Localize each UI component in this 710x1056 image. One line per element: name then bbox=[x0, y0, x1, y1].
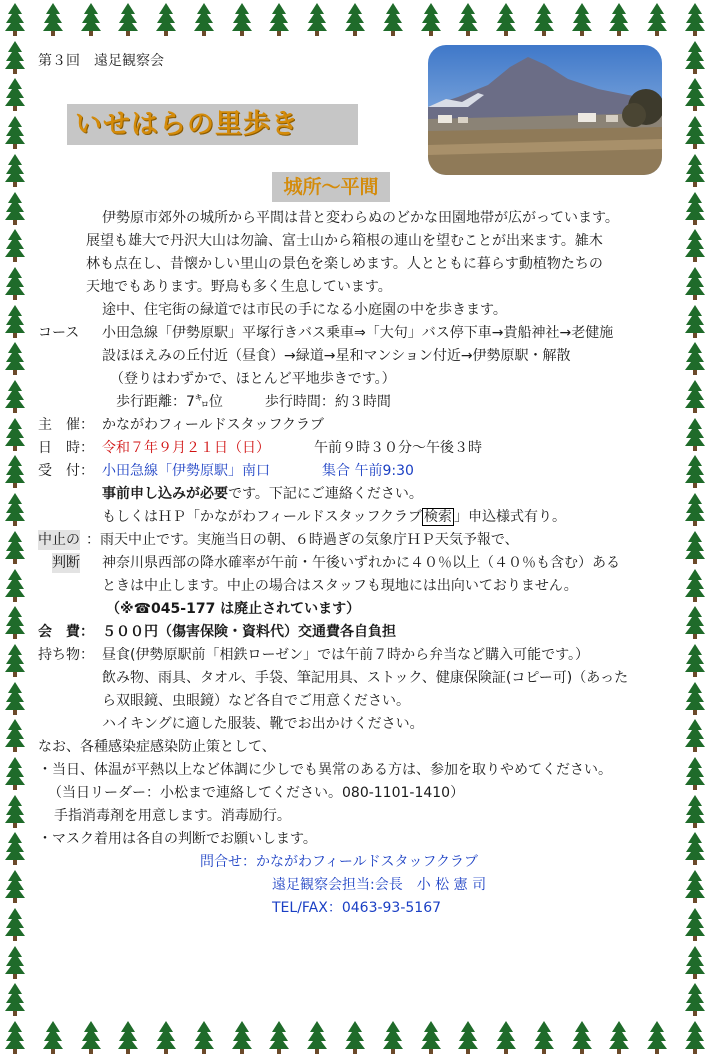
course-line-1: 小田急線「伊勢原駅」平塚行きバス乗車⇒「大句」バス停下車→貴船神社→老健施 bbox=[102, 325, 614, 341]
pine-tree-icon bbox=[684, 379, 706, 413]
contact-line-1: 問合せ：かながわフィールドスタッフクラブ bbox=[200, 854, 479, 870]
reception-note-2-post: 」申込様式有り。 bbox=[454, 509, 567, 525]
notes-sanitizer: 手指消毒剤を用意します。消毒励行。 bbox=[54, 808, 291, 824]
pine-tree-icon bbox=[4, 40, 26, 74]
pine-tree-icon bbox=[344, 1020, 366, 1054]
items-label: 持ち物： bbox=[38, 647, 94, 663]
pine-tree-icon bbox=[306, 2, 328, 36]
pine-tree-icon bbox=[495, 2, 517, 36]
cancel-label-1: 中止の bbox=[38, 532, 80, 548]
items-line-1: 昼食(伊勢原駅前「相鉄ローゼン」では午前７時から弁当など購入可能です。） bbox=[102, 647, 590, 663]
pine-tree-icon bbox=[684, 266, 706, 300]
organizer-value: かながわフィールドスタッフクラブ bbox=[102, 417, 325, 433]
pine-tree-icon bbox=[4, 228, 26, 262]
pine-tree-icon bbox=[344, 2, 366, 36]
reception-label: 受 付： bbox=[38, 463, 94, 479]
pine-tree-icon bbox=[684, 756, 706, 790]
contact-line-2: 遠足観察会担当:会長 小 松 憲 司 bbox=[272, 877, 487, 893]
pine-tree-icon bbox=[4, 341, 26, 375]
pine-tree-icon bbox=[571, 1020, 593, 1054]
pine-tree-icon bbox=[231, 1020, 253, 1054]
pine-tree-icon bbox=[4, 304, 26, 338]
pine-tree-icon bbox=[382, 1020, 404, 1054]
intro-line-4: 天地でもあります。野鳥も多く生息しています。 bbox=[86, 279, 392, 295]
route-subtitle: 城所～平間 bbox=[272, 172, 390, 202]
pine-tree-icon bbox=[268, 2, 290, 36]
pine-tree-icon bbox=[646, 1020, 668, 1054]
contact-phone: TEL/FAX：0463-93-5167 bbox=[272, 900, 442, 916]
pine-tree-icon bbox=[533, 1020, 555, 1054]
pine-tree-icon bbox=[42, 1020, 64, 1054]
items-line-3: ら双眼鏡、虫眼鏡）など各自でご用意ください。 bbox=[102, 693, 410, 709]
pine-tree-icon bbox=[608, 1020, 630, 1054]
pine-tree-icon bbox=[495, 1020, 517, 1054]
pine-tree-icon bbox=[4, 191, 26, 225]
pine-tree-icon bbox=[155, 1020, 177, 1054]
pine-tree-icon bbox=[382, 2, 404, 36]
cancel-label-2: 判断 bbox=[52, 555, 80, 571]
meeting-time: 集合 午前9:30 bbox=[322, 463, 414, 479]
pine-tree-icon bbox=[684, 568, 706, 602]
intro-line-2: 展望も雄大で丹沢大山は勿論、富士山から箱根の連山を望むことが出来ます。雑木 bbox=[86, 233, 603, 249]
course-line-4: 歩行距離：7㌔位 歩行時間：約３時間 bbox=[116, 394, 391, 410]
pine-tree-icon bbox=[42, 2, 64, 36]
pine-tree-icon bbox=[684, 2, 706, 36]
pine-tree-icon bbox=[684, 605, 706, 639]
pine-tree-icon bbox=[268, 1020, 290, 1054]
registration-required: 事前申し込みが必要 bbox=[102, 486, 228, 502]
pine-tree-icon bbox=[4, 982, 26, 1016]
pine-tree-icon bbox=[608, 2, 630, 36]
items-line-4: ハイキングに適した服装、靴でお出かけください。 bbox=[102, 716, 424, 732]
pine-tree-icon bbox=[684, 454, 706, 488]
pine-tree-icon bbox=[684, 681, 706, 715]
pine-tree-icon bbox=[684, 907, 706, 941]
pine-tree-icon bbox=[117, 1020, 139, 1054]
intro-line-3: 林も点在し、昔懐かしい里山の景色を楽しめます。人とともに暮らす動植物たちの bbox=[86, 256, 603, 272]
pine-tree-icon bbox=[4, 718, 26, 752]
pine-tree-icon bbox=[457, 2, 479, 36]
pine-tree-icon bbox=[80, 1020, 102, 1054]
pine-tree-icon bbox=[684, 40, 706, 74]
pine-tree-icon bbox=[684, 643, 706, 677]
pine-tree-icon bbox=[646, 2, 668, 36]
datetime-label: 日 時： bbox=[38, 440, 94, 456]
pine-tree-icon bbox=[684, 153, 706, 187]
items-line-2: 飲み物、雨具、タオル、手袋、筆記用具、ストック、健康保険証(コピー可)（あった bbox=[102, 670, 629, 686]
event-series-label: 第３回 遠足観察会 bbox=[38, 53, 164, 69]
pine-tree-icon bbox=[231, 2, 253, 36]
pine-tree-icon bbox=[684, 831, 706, 865]
intro-line-1: 伊勢原市郊外の城所から平間は昔と変わらぬのどかな田園地帯が広がっています。 bbox=[102, 210, 619, 226]
pine-tree-icon bbox=[533, 2, 555, 36]
pine-tree-icon bbox=[684, 341, 706, 375]
reception-note-1 bbox=[102, 484, 423, 504]
pine-tree-icon bbox=[684, 77, 706, 111]
pine-tree-icon bbox=[4, 605, 26, 639]
pine-tree-icon bbox=[4, 2, 26, 36]
event-date: 令和７年９月２１日（日） bbox=[102, 440, 270, 456]
notes-mask: ・マスク着用は各自の判断でお願いします。 bbox=[38, 831, 317, 847]
cancel-line-3: ときは中止します。中止の場合はスタッフも現地には出向いておりません。 bbox=[102, 578, 578, 594]
pine-tree-icon bbox=[4, 945, 26, 979]
notes-leader-contact: （当日リーダー：小松まで連絡してください。080-1101-1410） bbox=[48, 785, 465, 801]
pine-tree-icon bbox=[4, 794, 26, 828]
pine-tree-icon bbox=[684, 115, 706, 149]
phone-notice: （※☎045-177 は廃止されています） bbox=[106, 601, 361, 617]
pine-tree-icon bbox=[4, 454, 26, 488]
pine-tree-icon bbox=[684, 304, 706, 338]
pine-tree-icon bbox=[684, 492, 706, 526]
pine-tree-icon bbox=[4, 115, 26, 149]
pine-tree-icon bbox=[4, 643, 26, 677]
search-box-label: 検索 bbox=[424, 509, 453, 525]
pine-tree-icon bbox=[306, 1020, 328, 1054]
pine-tree-icon bbox=[4, 492, 26, 526]
event-time: 午前９時３０分～午後３時 bbox=[314, 440, 482, 456]
page-title: いせはらの里歩き bbox=[67, 104, 358, 145]
organizer-label: 主 催： bbox=[38, 417, 94, 433]
pine-tree-icon bbox=[684, 718, 706, 752]
pine-tree-icon bbox=[117, 2, 139, 36]
pine-tree-icon bbox=[4, 417, 26, 451]
pine-tree-icon bbox=[684, 869, 706, 903]
pine-tree-icon bbox=[4, 379, 26, 413]
pine-tree-icon bbox=[4, 77, 26, 111]
notes-health: ・当日、体温が平熱以上など体調に少しでも異常のある方は、参加を取りやめてください。 bbox=[38, 762, 612, 778]
pine-tree-icon bbox=[420, 1020, 442, 1054]
pine-tree-icon bbox=[4, 530, 26, 564]
course-line-2: 設ほほえみの丘付近（昼食）→緑道→星和マンション付近→伊勢原駅・解散 bbox=[102, 348, 571, 364]
pine-tree-icon bbox=[684, 228, 706, 262]
intro-line-5: 途中、住宅街の緑道では市民の手になる小庭園の中を歩きます。 bbox=[102, 302, 507, 318]
pine-tree-icon bbox=[80, 2, 102, 36]
cancel-line-1: ：雨天中止です。実施当日の朝、６時過ぎの気象庁ＨＰ天気予報で、 bbox=[86, 532, 519, 548]
pine-tree-icon bbox=[4, 756, 26, 790]
cancel-line-2: 神奈川県西部の降水確率が午前・午後いずれかに４０％以上（４０％も含む）ある bbox=[102, 555, 620, 571]
pine-tree-icon bbox=[4, 907, 26, 941]
pine-tree-icon bbox=[684, 945, 706, 979]
pine-tree-icon bbox=[684, 417, 706, 451]
pine-tree-icon bbox=[420, 2, 442, 36]
reception-note-1-rest: です。下記にご連絡ください。 bbox=[228, 486, 423, 502]
pine-tree-icon bbox=[684, 191, 706, 225]
pine-tree-icon bbox=[571, 2, 593, 36]
pine-tree-icon bbox=[155, 2, 177, 36]
pine-tree-icon bbox=[684, 530, 706, 564]
pine-tree-icon bbox=[193, 2, 215, 36]
course-label: コース bbox=[38, 325, 80, 341]
pine-tree-icon bbox=[684, 1020, 706, 1054]
pine-tree-icon bbox=[4, 153, 26, 187]
pine-tree-icon bbox=[684, 982, 706, 1016]
pine-tree-icon bbox=[684, 794, 706, 828]
pine-tree-icon bbox=[4, 266, 26, 300]
reception-note-2-pre: もしくはＨＰ「かながわフィールドスタッフクラブ bbox=[102, 509, 423, 525]
fee-label: 会 費： bbox=[38, 624, 94, 640]
pine-tree-icon bbox=[4, 831, 26, 865]
course-line-3: （登りはわずかで、ほとんど平地歩きです。） bbox=[110, 371, 396, 387]
reception-place: 小田急線「伊勢原駅」南口 bbox=[102, 463, 270, 479]
mountain-photo bbox=[428, 45, 662, 175]
pine-tree-icon bbox=[4, 869, 26, 903]
pine-tree-icon bbox=[4, 568, 26, 602]
reception-note-2 bbox=[102, 507, 566, 527]
pine-tree-icon bbox=[4, 1020, 26, 1054]
pine-tree-icon bbox=[193, 1020, 215, 1054]
notes-intro: なお、各種感染症感染防止策として、 bbox=[38, 739, 276, 755]
pine-tree-icon bbox=[4, 681, 26, 715]
fee-value: ５００円（傷害保険・資料代）交通費各自負担 bbox=[102, 624, 396, 640]
pine-tree-icon bbox=[457, 1020, 479, 1054]
